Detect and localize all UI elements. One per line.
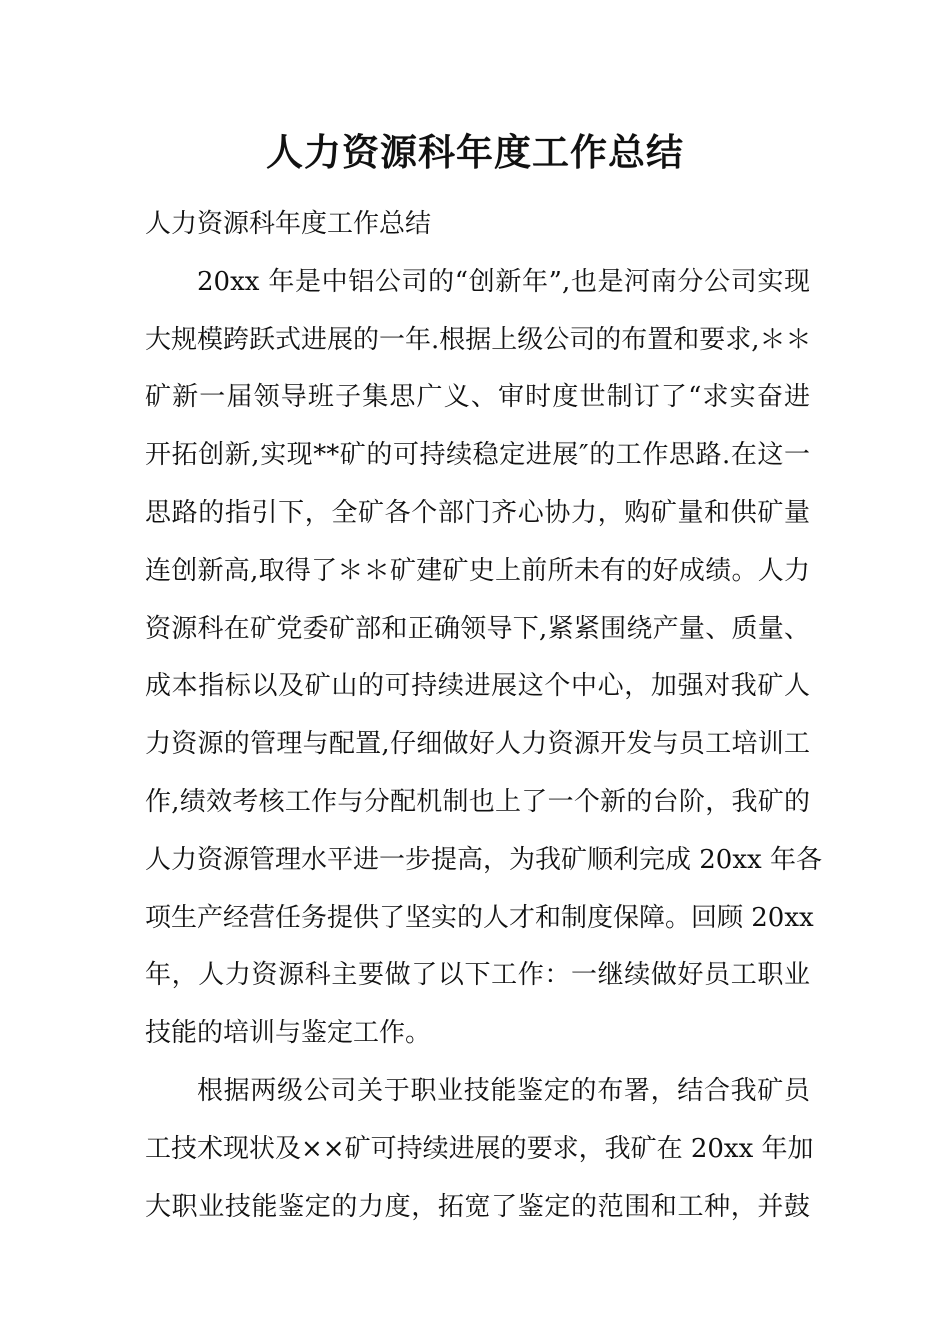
text-line: 年，人力资源科主要做了以下工作：一继续做好员工职业 <box>145 960 810 991</box>
text-line: 20xx 年是中铝公司的“创新年”,也是河南分公司实现 <box>197 266 810 297</box>
text-line: 大规模跨跃式进展的一年.根据上级公司的布置和要求,＊＊ <box>145 324 812 355</box>
text-line: 项生产经营任务提供了坚实的人才和制度保障。回顾 20xx <box>145 902 814 933</box>
text-line: 连创新高,取得了＊＊矿建矿史上前所未有的好成绩。人力 <box>145 555 810 586</box>
text-line: 工技术现状及××矿可持续进展的要求，我矿在 20xx 年加 <box>145 1133 814 1164</box>
text-line: 根据两级公司关于职业技能鉴定的布署，结合我矿员 <box>197 1075 810 1106</box>
text-line: 人力资源管理水平进一步提高，为我矿顺利完成 20xx 年各 <box>145 844 822 875</box>
text-line: 开拓创新,实现**矿的可持续稳定进展″的工作思路.在这一 <box>145 440 810 471</box>
text-line: 大职业技能鉴定的力度，拓宽了鉴定的范围和工种，并鼓 <box>145 1191 810 1222</box>
document-title: 人力资源科年度工作总结 <box>266 130 684 174</box>
text-line: 思路的指引下，全矿各个部门齐心协力，购矿量和供矿量 <box>145 497 810 528</box>
text-line: 作,绩效考核工作与分配机制也上了一个新的台阶，我矿的 <box>145 786 810 817</box>
text-line: 技能的培训与鉴定工作。 <box>145 1018 432 1049</box>
text-line: 人力资源科年度工作总结 <box>145 209 432 239</box>
text-line: 矿新一届领导班子集思广义、审时度世制订了“求实奋进 <box>145 382 810 413</box>
text-line: 成本指标以及矿山的可持续进展这个中心，加强对我矿人 <box>145 671 810 702</box>
text-line: 资源科在矿党委矿部和正确领导下,紧紧围绕产量、质量、 <box>145 613 810 644</box>
text-line: 力资源的管理与配置,仔细做好人力资源开发与员工培训工 <box>145 729 810 760</box>
document-body <box>145 203 822 1243</box>
